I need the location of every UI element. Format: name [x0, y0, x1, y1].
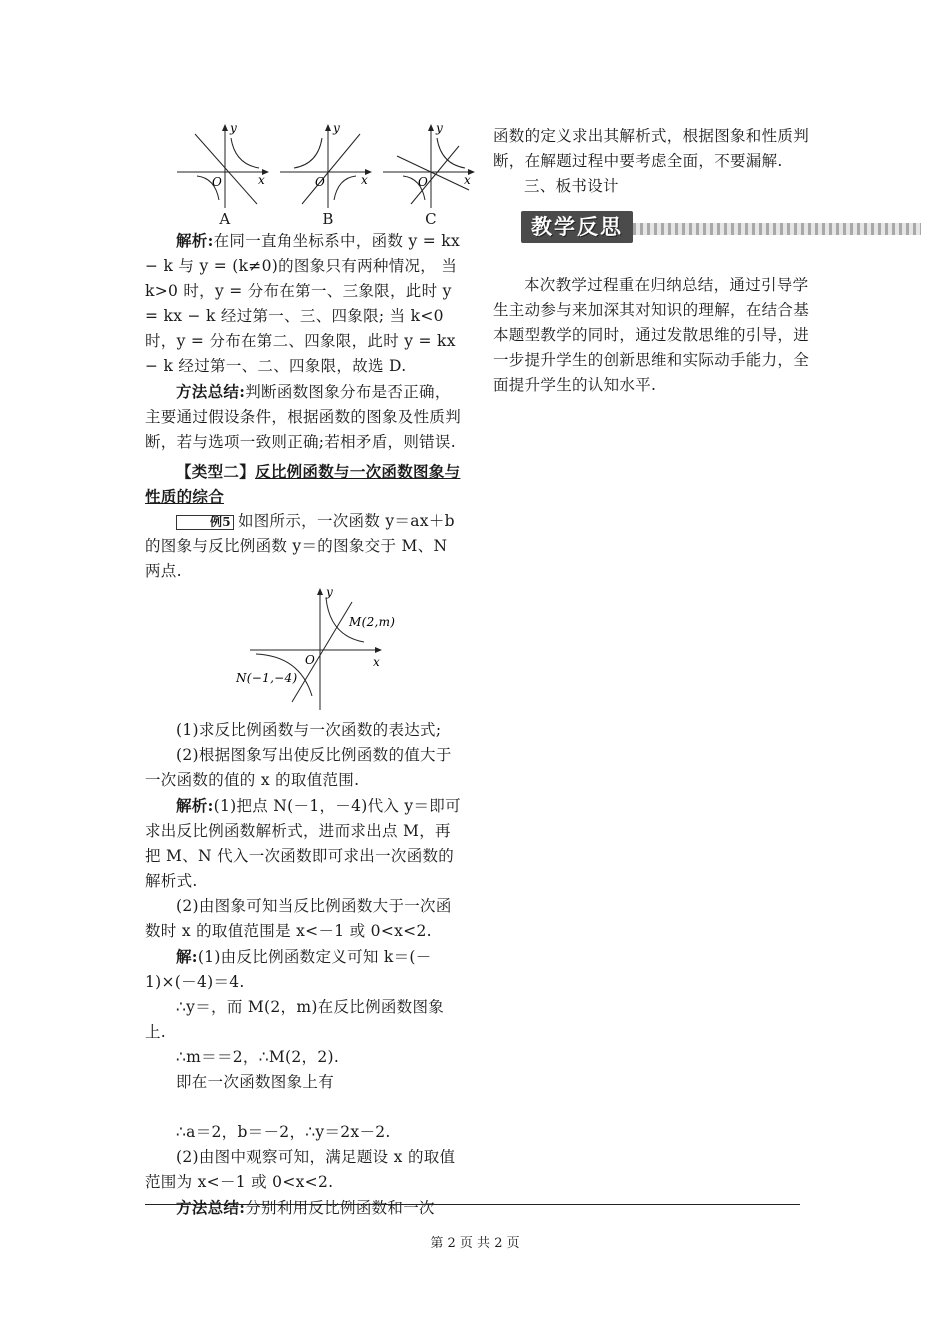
- solution-line-2: ∴y＝，而 M(2，m)在反比例函数图象上.: [145, 998, 445, 1041]
- fig5-y-label: y: [326, 585, 334, 599]
- graph-c-x-label: x: [464, 173, 472, 187]
- method-summary-1: [145, 379, 463, 455]
- fig5-x-label: x: [373, 655, 381, 669]
- graph-a-x-label: x: [258, 173, 266, 187]
- graph-a-y-label: y: [230, 121, 238, 135]
- reflection-banner-dots: [633, 223, 921, 235]
- reflection-banner: [521, 211, 811, 247]
- solution-line-5: ∴a＝2，b＝－2，∴y＝2x－2.: [176, 1123, 391, 1141]
- graph-c-svg: [381, 120, 481, 212]
- graph-c-origin: O: [418, 175, 429, 189]
- fig5-point-m: M(2,m): [349, 615, 396, 629]
- analysis-1-label: 解析:: [176, 231, 214, 250]
- graph-b-label: B: [322, 210, 334, 228]
- reflection-banner-title: 教学反思: [521, 211, 633, 243]
- method-summary-2-cont: 函数的定义求出其解析式，根据图象和性质判断，在解题过程中要考虑全面，不要漏解.: [493, 127, 810, 170]
- solution-line-1: [145, 944, 463, 995]
- graph-b-x-label: x: [361, 173, 369, 187]
- example-5: [145, 509, 463, 584]
- solution-line-3: ∴m＝＝2，∴M(2，2).: [176, 1048, 340, 1066]
- footer-rule: [145, 1204, 800, 1205]
- fig5-point-n: N(−1,−4): [236, 671, 298, 685]
- analysis-1-text: 在同一直角坐标系中，函数 y = kx − k 与 y = (k≠0)的图象只有两种情况， 当 k>0 时，y = 分布在第一、三象限，此时 y = kx − k 经过第一、三、四象限; 当 k<0 时，y = 分布在第二、四象限，此时 y = kx − k 经过第一、二、四象限，故选 D.: [145, 232, 460, 375]
- left-column: [145, 120, 472, 1221]
- question-2: (2)根据图象写出使反比例函数的值大于一次函数的值的 x 的取值范围.: [145, 746, 452, 789]
- example-5-badge: 例5: [176, 515, 234, 530]
- analysis-2b: (2)由图象可知当反比例函数大于一次函数时 x 的取值范围是 x<－1 或 0<x<2.: [145, 897, 452, 940]
- fig5-svg: [230, 585, 396, 714]
- page-footer: 第 2 页 共 2 页: [430, 1236, 520, 1251]
- type-2-title: 反比例函数与一次函数图象与性质的综合: [145, 462, 461, 506]
- graph-b-origin: O: [315, 175, 326, 189]
- fig5-origin: O: [305, 653, 316, 667]
- graph-option-c: [381, 120, 481, 228]
- graph-c-label: C: [425, 210, 437, 228]
- graph-option-b: [278, 120, 378, 228]
- solution-line-6: (2)由图中观察可知，满足题设 x 的取值范围为 x<－1 或 0<x<2.: [145, 1148, 456, 1191]
- analysis-2-label: 解析:: [176, 796, 214, 815]
- solution-line-4: 即在一次函数图象上有: [176, 1073, 335, 1091]
- example-5-text: 如图所示，一次函数 y＝ax＋b 的图象与反比例函数 y＝的图象交于 M、N 两点.: [145, 512, 455, 580]
- method-2-text: 分别利用反比例函数和一次: [245, 1199, 435, 1217]
- right-column: [493, 124, 811, 398]
- graph-option-a: [175, 120, 275, 228]
- section-3-heading: 三、板书设计: [524, 177, 619, 195]
- graph-a-svg: [175, 120, 275, 212]
- example-5-figure: [145, 586, 463, 714]
- method-summary-2: [145, 1195, 463, 1221]
- analysis-1: [145, 228, 463, 379]
- graph-b-y-label: y: [333, 121, 341, 135]
- solution-label: 解:: [176, 947, 198, 966]
- answer-graphs: [145, 120, 472, 228]
- analysis-2-text: (1)把点 N(－1，－4)代入 y＝即可求出反比例函数解析式，进而求出点 M，再把 M、N 代入一次函数即可求出一次函数的解析式.: [145, 797, 461, 890]
- analysis-2: [145, 793, 463, 894]
- method-1-label: 方法总结:: [176, 382, 246, 401]
- method-1-text: 判断函数图象分布是否正确，主要通过假设条件，根据函数的图象及性质判断，若与选项一致则正确;若相矛盾，则错误.: [145, 383, 462, 451]
- graph-b-svg: [278, 120, 378, 212]
- question-1: (1)求反比例函数与一次函数的表达式;: [176, 721, 442, 739]
- graph-a-origin: O: [212, 175, 223, 189]
- reflection-text: 本次教学过程重在归纳总结，通过引导学生主动参与来加深其对知识的理解，在结合基本题型教学的同时，通过发散思维的引导，进一步提升学生的创新思维和实际动手能力，全面提升学生的认知水平.: [493, 276, 810, 394]
- graph-a-label: A: [219, 210, 231, 228]
- equation-gap: [145, 1095, 463, 1120]
- method-2-label: 方法总结:: [176, 1198, 246, 1217]
- solution-text-1: (1)由反比例函数定义可知 k＝(－1)×(－4)＝4.: [145, 948, 432, 991]
- graph-c-y-label: y: [436, 121, 444, 135]
- type-2-bracket: 【类型二】: [176, 462, 256, 481]
- type-2-heading: [145, 459, 463, 509]
